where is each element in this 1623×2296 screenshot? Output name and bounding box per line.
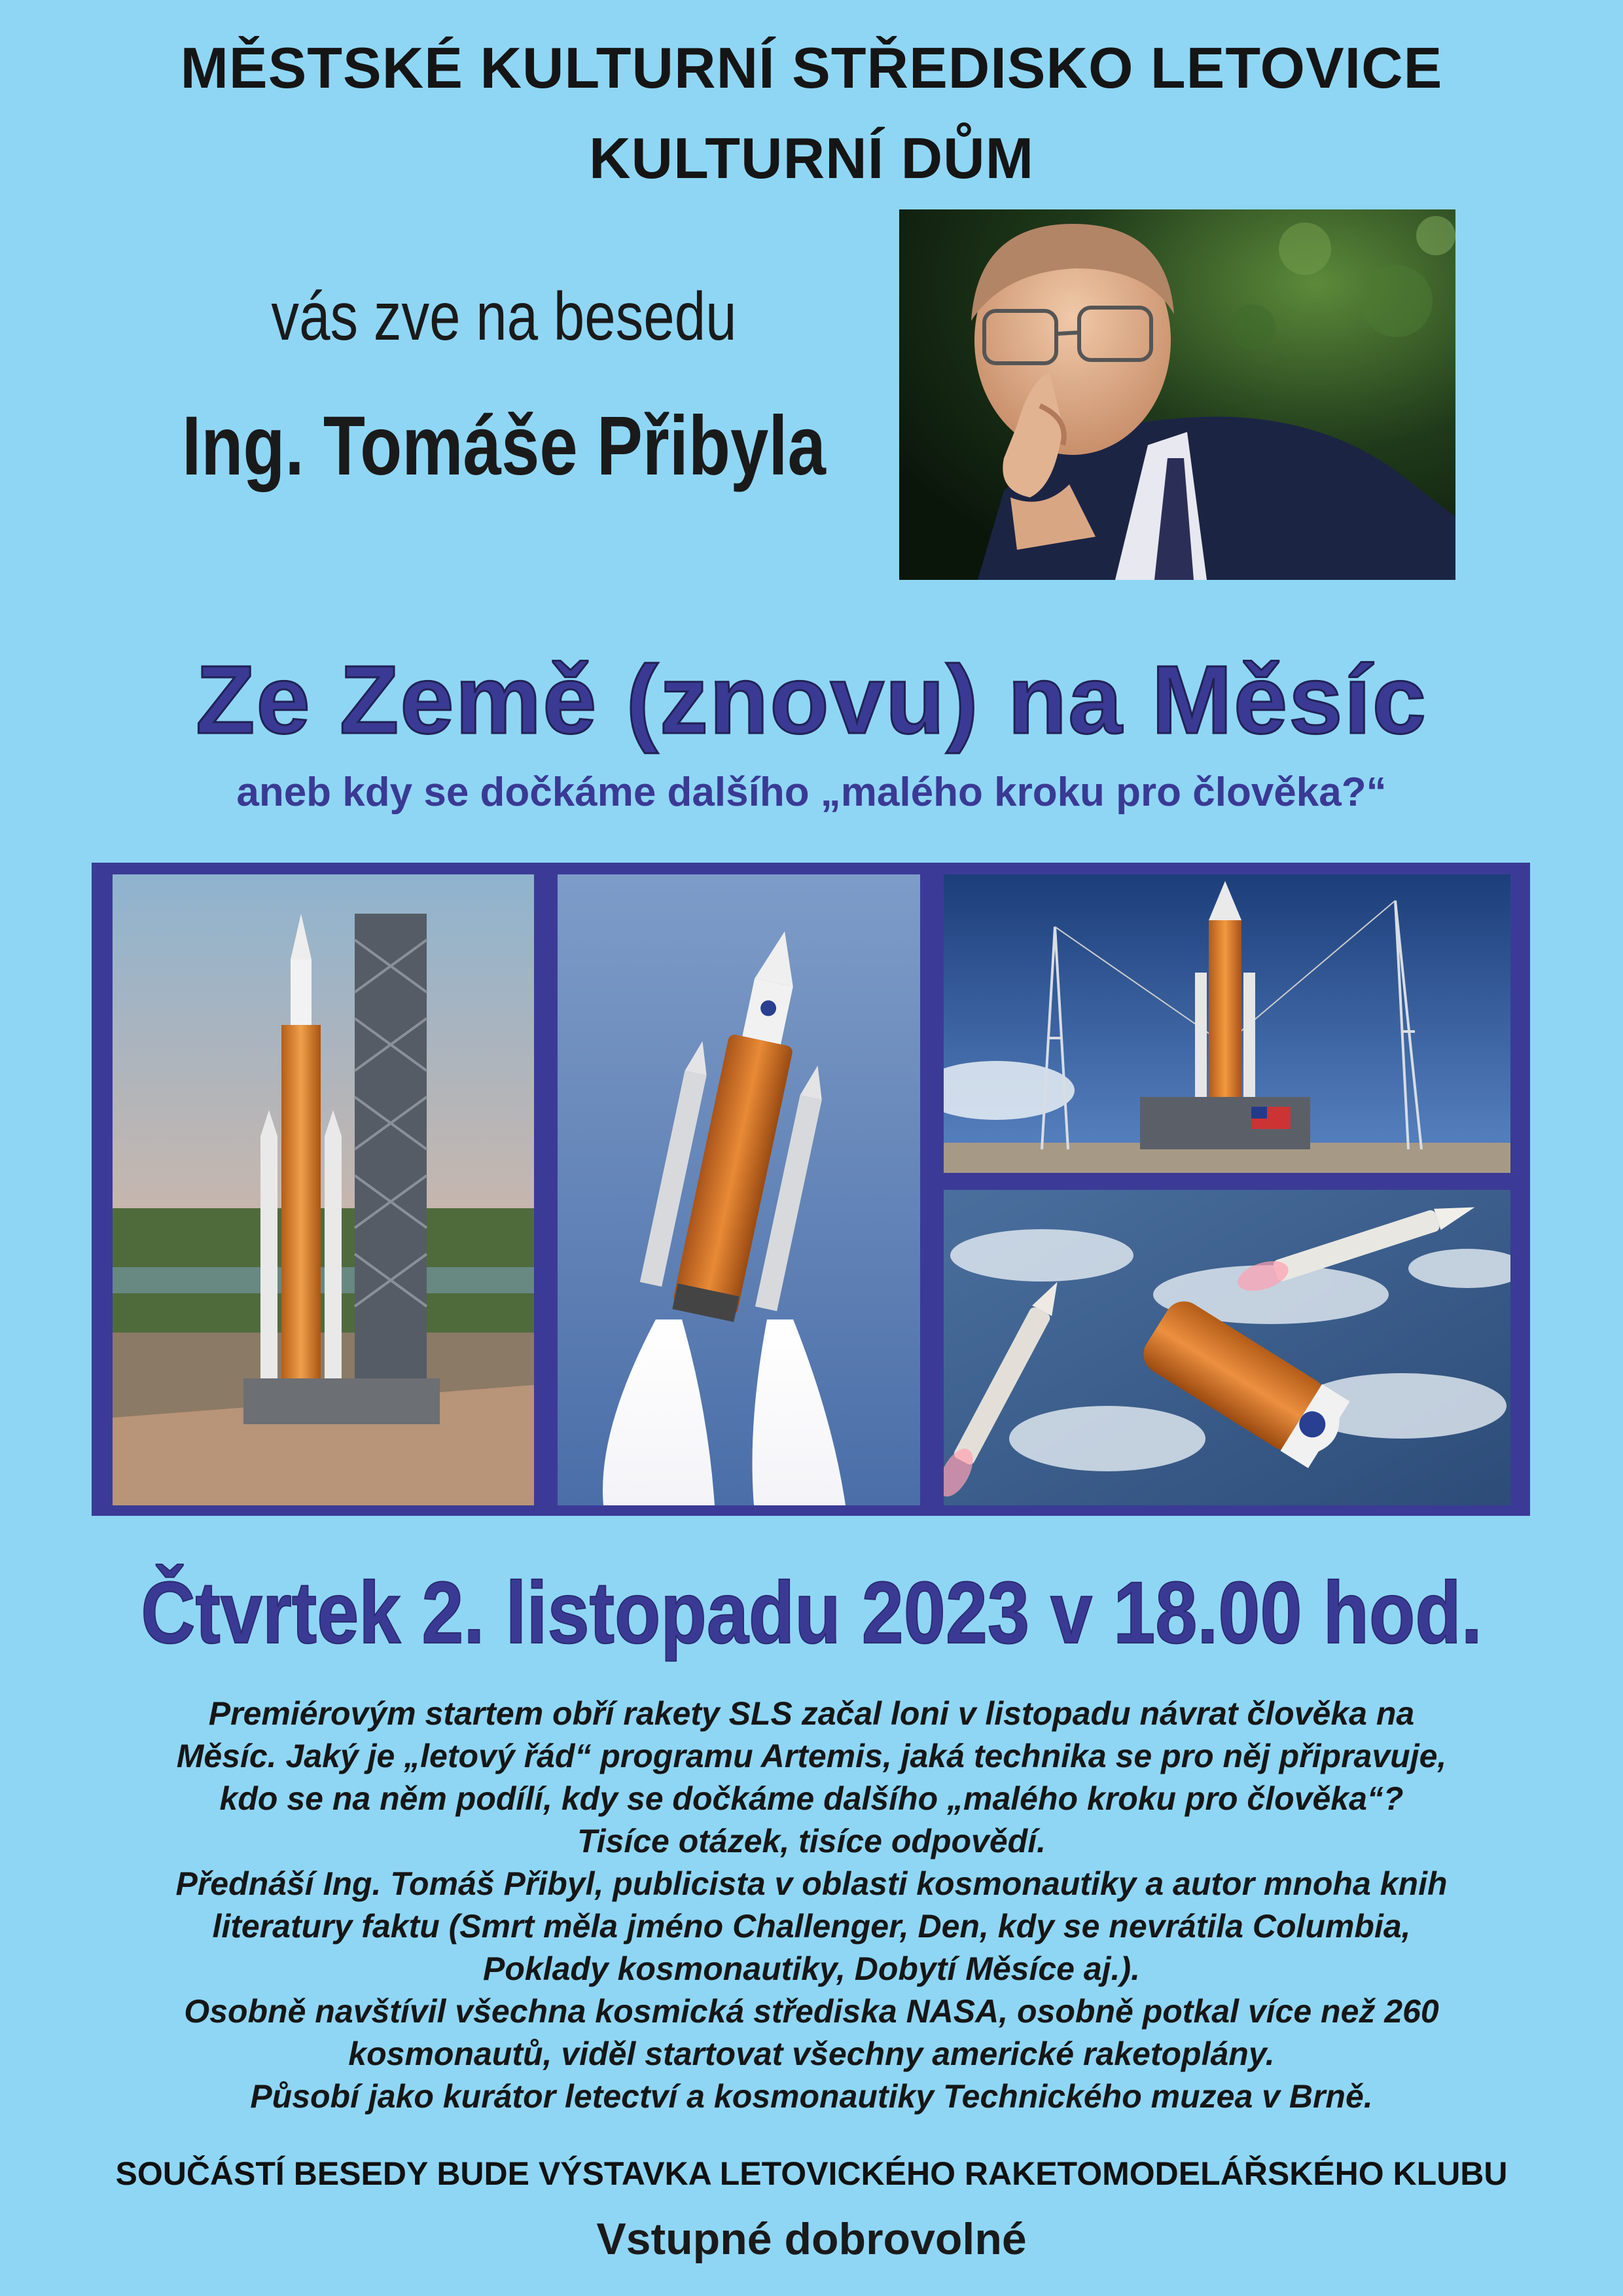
description-line: kosmonautů, viděl startovat všechny americké raketoplány.: [348, 2036, 1275, 2072]
booster-separation-image: [944, 1190, 1510, 1505]
description-line: Poklady kosmonautiky, Dobytí Měsíce aj.).: [482, 1950, 1140, 1987]
rocket-ascent-image: [558, 874, 920, 1505]
organizer-name: MĚSTSKÉ KULTURNÍ STŘEDISKO LETOVICE: [180, 35, 1443, 100]
rocket-gallery: [92, 863, 1530, 1516]
rocket-on-pad-image: [113, 874, 534, 1505]
description-line: Tisíce otázek, tisíce odpovědí.: [577, 1823, 1046, 1859]
description-line: kdo se na něm podílí, kdy se dočkáme dalšího „malého kroku pro člověka“?: [219, 1780, 1404, 1817]
speaker-name: Ing. Tomáše Přibyla: [182, 399, 826, 493]
description-line: Premiérovým startem obří rakety SLS začal loni v listopadu návrat člověka na: [208, 1695, 1415, 1732]
invite-text: vás zve na besedu: [271, 279, 737, 355]
lecture-subtitle: aneb kdy se dočkáme dalšího „malého kroku pro člověka?“: [236, 770, 1387, 815]
description-line: Působí jako kurátor letectví a kosmonautiky Technického muzea v Brně.: [250, 2078, 1373, 2115]
venue-name: KULTURNÍ DŮM: [588, 126, 1035, 190]
exhibition-note: SOUČÁSTÍ BESEDY BUDE VÝSTAVKA LETOVICKÉHO RAKETOMODELÁŘSKÉHO KLUBU: [115, 2155, 1508, 2192]
speaker-portrait: [899, 209, 1455, 580]
admission-note: Vstupné dobrovolné: [596, 2214, 1027, 2264]
description-line: Měsíc. Jaký je „letový řád“ programu Artemis, jaká technika se pro něj připravuje,: [176, 1738, 1447, 1774]
description-line: Přednáší Ing. Tomáš Přibyl, publicista v oblasti kosmonautiky a autor mnoha knih: [175, 1865, 1448, 1902]
lecture-description: [0, 1693, 1623, 2118]
description-line: Osobně navštívil všechna kosmická střediska NASA, osobně potkal více než 260: [184, 1993, 1439, 2030]
description-line: literatury faktu (Smrt měla jméno Challenger, Den, kdy se nevrátila Columbia,: [212, 1908, 1411, 1945]
event-date: Čtvrtek 2. listopadu 2023 v 18.00 hod.: [141, 1564, 1482, 1662]
rocket-launch-pad-image: [944, 874, 1510, 1173]
lecture-title: Ze Země (znovu) na Měsíc: [196, 646, 1427, 754]
